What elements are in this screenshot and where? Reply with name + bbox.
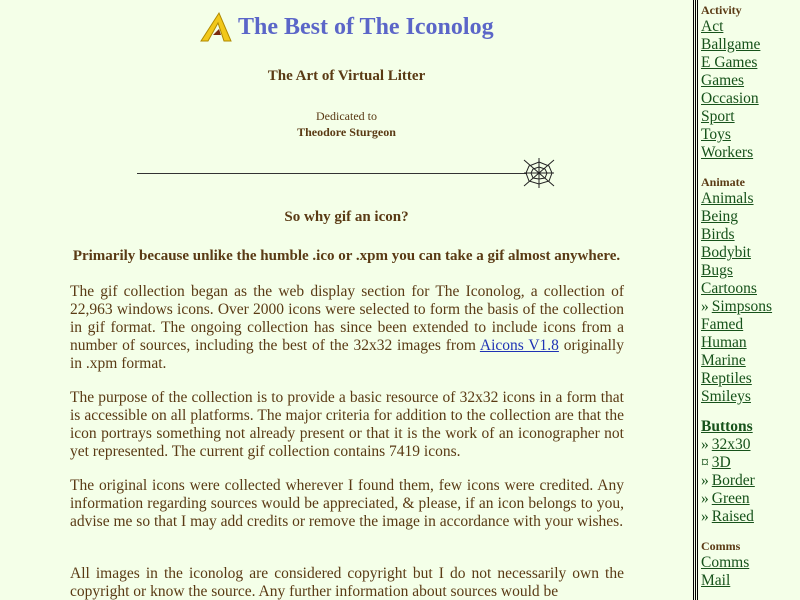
animate-list <box>701 190 800 298</box>
sidebar-item-birds[interactable]: Birds <box>701 226 735 243</box>
animate-list-2 <box>701 316 800 406</box>
sidebar-item-toys[interactable]: Toys <box>701 126 731 143</box>
paragraph-purpose: The purpose of the collection is to provide a basic resource of 32x32 icons in a form that is accessible on all platforms. The major criteria for addition to the collection are that the icon portrays something not already present or that it is the work of an iconographer not yet represented. The current gif collection contains 7419 icons. <box>70 389 624 460</box>
sidebar-heading-activity: Activity <box>701 3 742 17</box>
sidebar-item-label: Simpsons <box>711 298 773 315</box>
sidebar-item-label: Border <box>711 472 755 489</box>
sidebar-item-animals[interactable]: Animals <box>701 190 754 207</box>
paragraph-intro-text: The gif collection began as the web display section for The Iconolog, a collection of 22,963 windows icons. Over 2000 icons were selected to form the basis of the collection in gif format. The ongoing collection has since been extended to include icons from a number of sources, including the best of the 32x32 images from <box>70 283 624 354</box>
paragraph-sources: The original icons were collected wherever I found them, few icons were credited. Any information regarding sources would be appreciated, & please, if an icon belongs to you, advise me so that I may add credits or remove the image in accordance with your wishes. <box>70 477 624 530</box>
sidebar-item-simpsons[interactable] <box>701 298 800 316</box>
sidebar-item-bodybit[interactable]: Bodybit <box>701 244 751 261</box>
sidebar-item-act[interactable]: Act <box>701 18 724 35</box>
site-title: The Best of The Iconolog <box>238 13 494 40</box>
sidebar-sub-mark: » <box>701 508 709 525</box>
sidebar-item-marine[interactable]: Marine <box>701 352 746 369</box>
sidebar-item-buttons-green[interactable] <box>701 490 800 508</box>
sidebar-nav <box>701 0 800 600</box>
sidebar-item-sport[interactable]: Sport <box>701 108 735 125</box>
sidebar-item-occasion[interactable]: Occasion <box>701 90 759 107</box>
iconolog-logo-icon <box>199 11 233 43</box>
sidebar-item-buttons-border[interactable] <box>701 472 800 490</box>
sidebar-item-mail[interactable]: Mail <box>701 572 731 589</box>
sidebar-heading-comms: Comms <box>701 539 741 553</box>
sidebar-item-e-games[interactable]: E Games <box>701 54 758 71</box>
comms-list <box>701 554 800 590</box>
sidebar-item-reptiles[interactable]: Reptiles <box>701 370 752 387</box>
sidebar-item-workers[interactable]: Workers <box>701 144 754 161</box>
paragraph-copyright: All images in the iconolog are considered copyright but I do not necessarily own the copyright or know the source. Any further information about sources would be <box>70 565 624 600</box>
activity-list <box>701 18 800 162</box>
section-answer: Primarily because unlike the humble .ico or .xpm you can take a gif almost anywhere. <box>72 248 621 264</box>
dedication-label: Dedicated to <box>316 109 377 123</box>
frame-divider[interactable] <box>693 0 699 600</box>
sidebar-item-buttons-raised[interactable] <box>701 508 800 526</box>
paragraph-intro-tail: originally in .xpm format. <box>70 337 624 372</box>
sidebar-item-buttons-32x30[interactable] <box>701 436 800 454</box>
paragraph-intro <box>70 283 624 373</box>
sidebar-item-human[interactable]: Human <box>701 334 747 351</box>
spider-web-icon <box>522 156 556 190</box>
sidebar-item-famed[interactable]: Famed <box>701 316 744 333</box>
horizontal-rule <box>137 173 527 174</box>
sidebar-item-buttons-3d[interactable] <box>701 454 800 472</box>
sidebar-item-label: Raised <box>711 508 754 525</box>
sidebar-sub-mark: ¤ <box>701 454 709 471</box>
sidebar-sub-mark: » <box>701 490 709 507</box>
dedication-name: Theodore Sturgeon <box>297 125 396 139</box>
sidebar-item-label: 3D <box>711 454 731 471</box>
sidebar-item-label: 32x30 <box>711 436 751 453</box>
sidebar-item-cartoons[interactable]: Cartoons <box>701 280 757 297</box>
aicons-link[interactable]: Aicons V1.8 <box>479 337 559 354</box>
title-row <box>199 10 494 44</box>
sidebar-sub-mark: » <box>701 298 709 315</box>
sidebar-item-being[interactable]: Being <box>701 208 739 225</box>
sidebar-sub-mark: » <box>701 436 709 453</box>
sidebar-item-label: Green <box>711 490 750 507</box>
page-subtitle: The Art of Virtual Litter <box>267 68 426 84</box>
sidebar-heading-buttons[interactable]: Buttons <box>701 418 753 435</box>
sidebar-item-comms[interactable]: Comms <box>701 554 750 571</box>
sidebar-item-smileys[interactable]: Smileys <box>701 388 751 405</box>
section-question: So why gif an icon? <box>284 209 409 225</box>
sidebar-heading-animate: Animate <box>701 175 745 189</box>
sidebar-item-games[interactable]: Games <box>701 72 745 89</box>
sidebar-item-ballgame[interactable]: Ballgame <box>701 36 761 53</box>
sidebar-sub-mark: » <box>701 472 709 489</box>
sidebar-item-bugs[interactable]: Bugs <box>701 262 733 279</box>
buttons-list <box>701 436 800 526</box>
